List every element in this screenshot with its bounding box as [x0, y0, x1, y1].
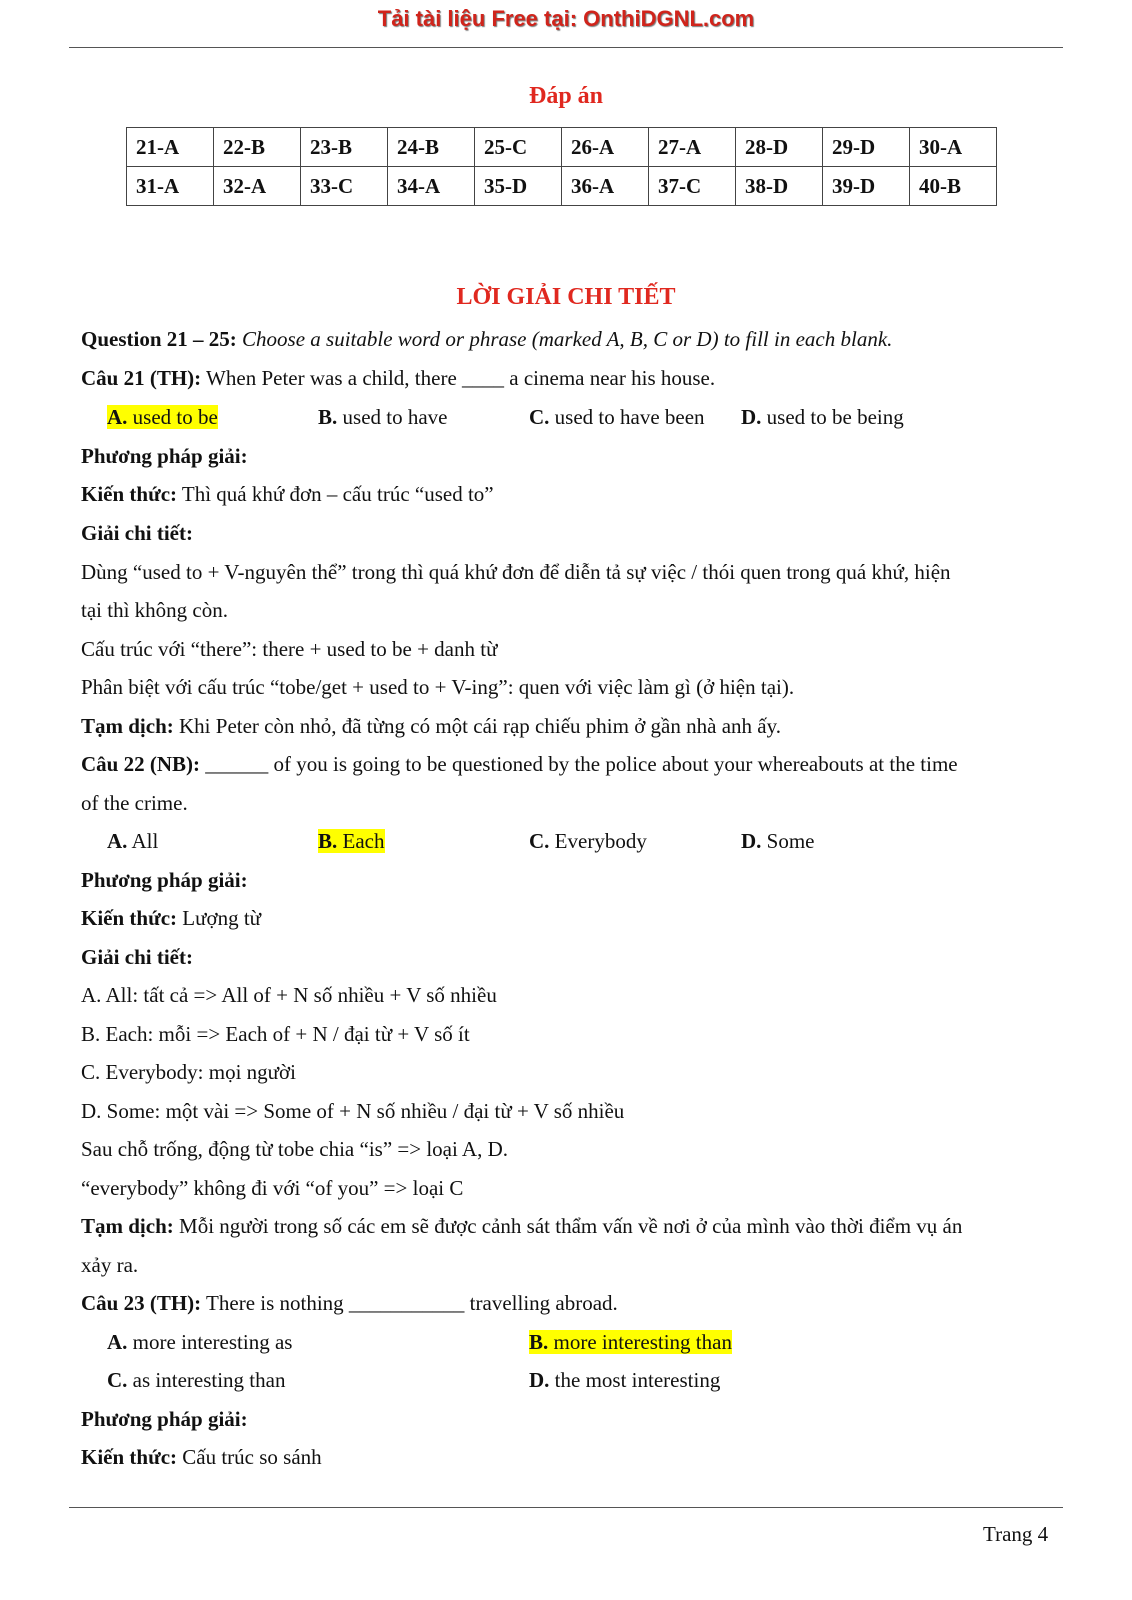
method-label: Phương pháp giải:: [81, 1407, 248, 1431]
answer-cell: 27-A: [649, 128, 736, 167]
answer-cell: 21-A: [127, 128, 214, 167]
option-text: Some: [766, 829, 815, 853]
q21-detail-line: Dùng “used to + V-nguyên thể” trong thì quá khứ đơn để diễn tả sự việc / thói quen trong quá khứ, hiện: [81, 560, 951, 584]
question-22-text: ______ of you is going to be questioned by the police about your whereabouts at the time: [205, 752, 958, 776]
q23-method-heading: [81, 1407, 248, 1432]
answer-cell: 22-B: [214, 128, 301, 167]
option-text: more interesting than: [553, 1330, 732, 1354]
answer-cell: 40-B: [910, 167, 997, 206]
q22-detail-heading: [81, 945, 193, 970]
translation-text: Khi Peter còn nhỏ, đã từng có một cái rạp chiếu phim ở gần nhà anh ấy.: [179, 714, 781, 738]
answers-title: Đáp án: [528, 83, 604, 109]
q23-option-b: [529, 1330, 732, 1355]
q21-translation: [81, 714, 781, 739]
question-22-text-cont: of the crime.: [81, 791, 188, 815]
q21-detail-line: Cấu trúc với “there”: there + used to be + danh từ: [81, 637, 498, 661]
answer-cell: 23-B: [301, 128, 388, 167]
q22-knowledge: [81, 906, 261, 931]
option-text: as interesting than: [132, 1368, 286, 1392]
answer-cell: 39-D: [823, 167, 910, 206]
option-letter: C.: [529, 405, 550, 429]
answer-cell: 24-B: [388, 128, 475, 167]
q21-option-a: [107, 405, 218, 430]
question-23-label: Câu 23 (TH):: [81, 1291, 202, 1315]
q22-method-heading: [81, 868, 248, 893]
option-text: All: [131, 829, 159, 853]
q21-detail-heading: [81, 521, 193, 546]
q22-detail-line: C. Everybody: mọi người: [81, 1060, 296, 1084]
q22-detail-line: “everybody” không đi với “of you” => loại C: [81, 1176, 464, 1200]
option-letter: D.: [741, 405, 762, 429]
option-letter: D.: [741, 829, 762, 853]
q23-option-a: [107, 1330, 292, 1355]
knowledge-text: Thì quá khứ đơn – cấu trúc “used to”: [181, 482, 494, 506]
answer-cell: 29-D: [823, 128, 910, 167]
answer-cell: 38-D: [736, 167, 823, 206]
q21-option-c: [529, 405, 705, 430]
option-letter: C.: [107, 1368, 128, 1392]
knowledge-text: Lượng từ: [182, 906, 262, 930]
knowledge-label: Kiến thức:: [81, 906, 178, 930]
knowledge-label: Kiến thức:: [81, 1445, 178, 1469]
answer-cell: 30-A: [910, 128, 997, 167]
option-letter: A.: [107, 1330, 128, 1354]
knowledge-text: Cấu trúc so sánh: [182, 1445, 322, 1469]
question-22-label: Câu 22 (NB):: [81, 752, 200, 776]
translation-label: Tạm dịch:: [81, 1214, 174, 1238]
q21-option-b: [318, 405, 448, 430]
q22-detail-line: B. Each: mỗi => Each of + N / đại từ + V số ít: [81, 1022, 470, 1046]
question-21-label: Câu 21 (TH):: [81, 366, 202, 390]
answer-cell: 28-D: [736, 128, 823, 167]
q22-option-d: [741, 829, 815, 854]
q23-knowledge: [81, 1445, 322, 1470]
question-23: [81, 1291, 618, 1316]
answer-row: [127, 128, 997, 167]
option-letter: B.: [529, 1330, 549, 1354]
option-text: used to be: [132, 405, 218, 429]
section-instruction: [81, 327, 892, 352]
q22-option-c: [529, 829, 647, 854]
answer-cell: 26-A: [562, 128, 649, 167]
option-letter: A.: [107, 829, 128, 853]
option-text: more interesting as: [132, 1330, 293, 1354]
section-instruction-text: Choose a suitable word or phrase (marked A, B, C or D) to fill in each blank.: [242, 327, 893, 351]
site-header-banner[interactable]: Tải tài liệu Free tại: OnthiDGNL.com: [377, 6, 755, 31]
q21-knowledge: [81, 482, 494, 507]
option-text: Each: [342, 829, 385, 853]
q21-detail-line: Phân biệt với cấu trúc “tobe/get + used to + V-ing”: quen với việc làm gì (ở hiện tại).: [81, 675, 795, 699]
page-number: Trang 4: [983, 1522, 1049, 1546]
option-text: used to have been: [554, 405, 705, 429]
q22-detail-line: D. Some: một vài => Some of + N số nhiều / đại từ + V số nhiều: [81, 1099, 625, 1123]
answer-cell: 33-C: [301, 167, 388, 206]
q23-option-d: [529, 1368, 720, 1393]
option-letter: C.: [529, 829, 550, 853]
q22-option-a: [107, 829, 158, 854]
section-label: Question 21 – 25:: [81, 327, 237, 351]
question-23-text: There is nothing ___________ travelling abroad.: [206, 1291, 618, 1315]
question-22: [81, 752, 958, 777]
q22-translation: [81, 1214, 962, 1239]
knowledge-label: Kiến thức:: [81, 482, 178, 506]
method-label: Phương pháp giải:: [81, 444, 248, 468]
q21-detail-line: tại thì không còn.: [81, 598, 228, 622]
q21-method-heading: [81, 444, 248, 469]
option-text: used to have: [342, 405, 448, 429]
option-text: used to be being: [766, 405, 904, 429]
detail-label: Giải chi tiết:: [81, 945, 193, 969]
answer-cell: 32-A: [214, 167, 301, 206]
q23-option-c: [107, 1368, 285, 1393]
answer-cell: 35-D: [475, 167, 562, 206]
option-letter: D.: [529, 1368, 550, 1392]
answer-key-table: [126, 127, 997, 206]
answer-cell: 36-A: [562, 167, 649, 206]
answer-cell: 31-A: [127, 167, 214, 206]
q22-option-b: [318, 829, 385, 854]
q22-detail-line: Sau chỗ trống, động từ tobe chia “is” => loại A, D.: [81, 1137, 508, 1161]
answer-row: [127, 167, 997, 206]
detail-label: Giải chi tiết:: [81, 521, 193, 545]
q22-translation-cont: xảy ra.: [81, 1253, 139, 1277]
q22-detail-line: A. All: tất cả => All of + N số nhiều + V số nhiều: [81, 983, 497, 1007]
translation-label: Tạm dịch:: [81, 714, 174, 738]
footer-divider: [69, 1507, 1063, 1508]
answer-cell: 37-C: [649, 167, 736, 206]
option-letter: B.: [318, 405, 338, 429]
answer-cell: 25-C: [475, 128, 562, 167]
question-21: [81, 366, 715, 391]
method-label: Phương pháp giải:: [81, 868, 248, 892]
header-divider: [69, 47, 1063, 48]
translation-text: Mỗi người trong số các em sẽ được cảnh sát thẩm vấn về nơi ở của mình vào thời điểm vụ án: [179, 1214, 963, 1238]
option-letter: B.: [318, 829, 338, 853]
option-letter: A.: [107, 405, 128, 429]
answer-cell: 34-A: [388, 167, 475, 206]
q21-option-d: [741, 405, 904, 430]
option-text: the most interesting: [554, 1368, 721, 1392]
question-21-text: When Peter was a child, there ____ a cinema near his house.: [206, 366, 716, 390]
option-text: Everybody: [554, 829, 647, 853]
solutions-title: LỜI GIẢI CHI TIẾT: [456, 284, 676, 310]
